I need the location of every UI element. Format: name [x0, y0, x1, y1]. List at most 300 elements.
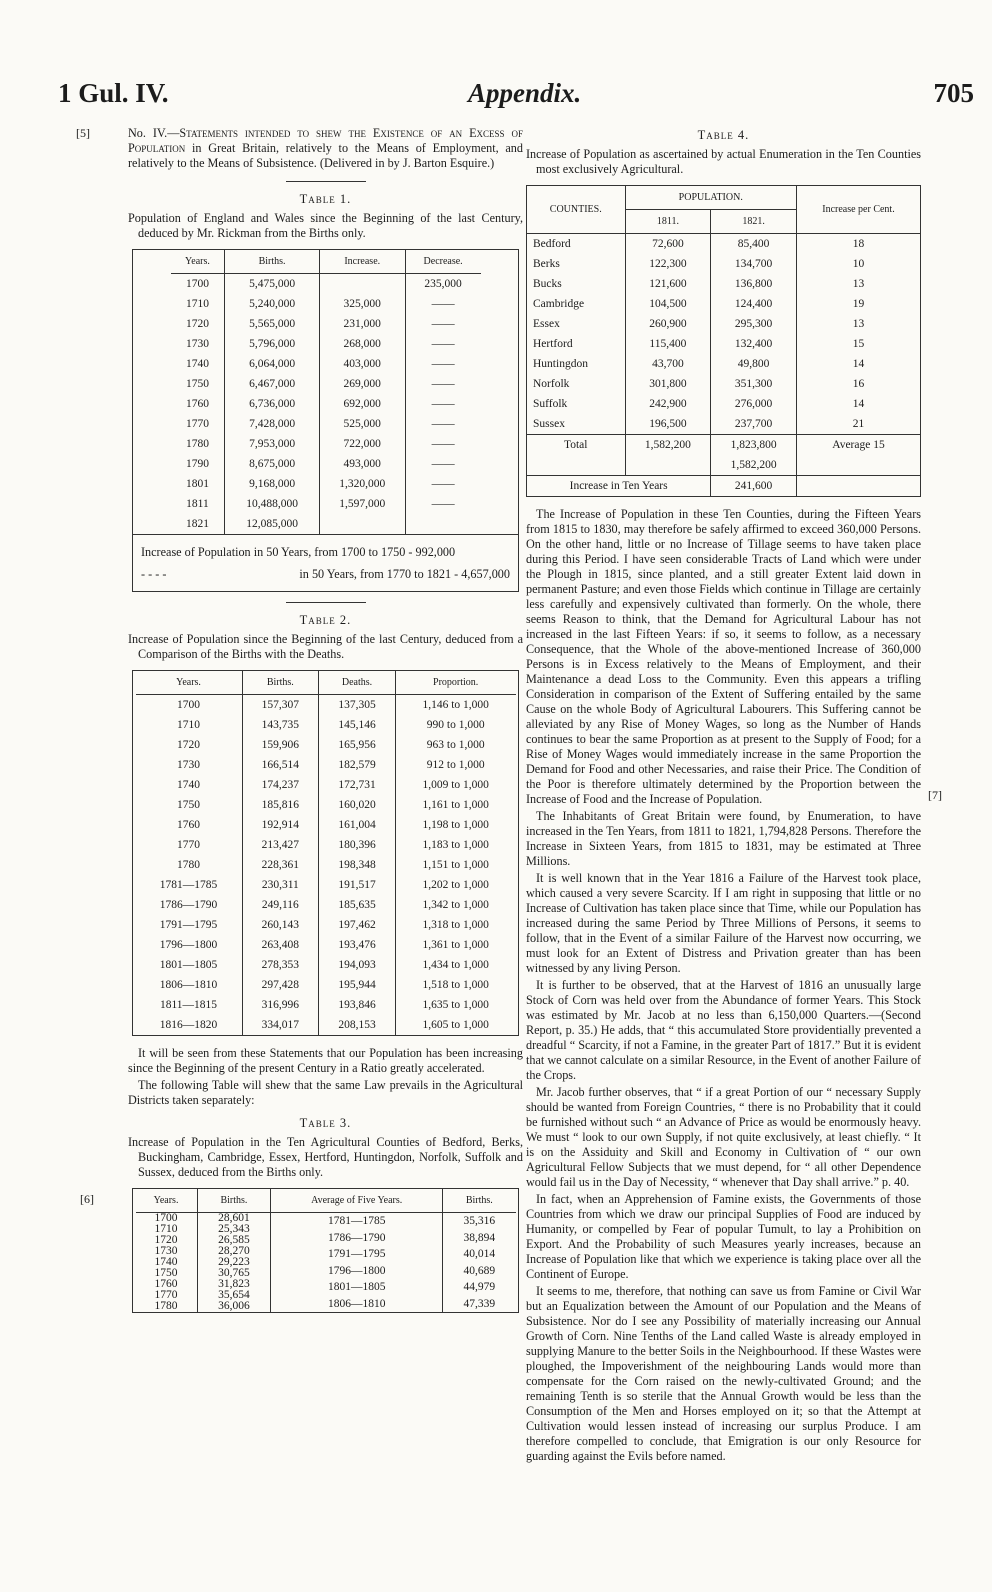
table1-increase: 268,000 [319, 334, 405, 354]
table2-deaths: 194,093 [319, 955, 396, 975]
table3-year: 1770 [154, 1289, 178, 1301]
table3-average-births: 38,894 [463, 1231, 496, 1244]
table1-header-births: Births. [225, 250, 319, 274]
table-row [171, 314, 481, 334]
body-paragraph: It seems to me, therefore, that nothing can save us from Famine or Civil War but an Equalization between the Amount of our Population and the Means of Subsistence. Nor do I see any Possibility of materially increasing our Annual Growth of Corn. Nine Tenths of the Land called Waste is already employed in supplying Manure to the better Soils in the Neighbourhood. If these Wastes were ploughed, the Impoverishment of the neighbouring Lands would more than compensate for the Corn raised on the newly-cultivated Ground; and the remaining Tenth is so sterile that the Annual Growth would be less than the Consumption of the Men and Horses employed on it; so that the Attempt at Cultivation would lessen instead of increasing our surplus Produce. I am therefore compelled to conclude, that Emigration is our only Resource for guarding against the Evils before named. [526, 1284, 921, 1463]
margin-note-6: [6] [80, 1192, 94, 1206]
table-row [136, 775, 516, 795]
table2-births: 213,427 [242, 835, 319, 855]
table1-births: 6,736,000 [225, 394, 319, 414]
table1-header-years: Years. [171, 250, 225, 274]
table3-average-period: 1806—1810 [327, 1297, 386, 1310]
table4-increase-percent: 13 [796, 314, 920, 334]
table4-pop-1821: 276,000 [711, 394, 797, 414]
table2-year: 1720 [177, 738, 200, 751]
right-body-text [526, 507, 921, 1464]
table3-header-births-avg: Births. [443, 1189, 516, 1213]
body-paragraph: It is further to be observed, that at the Harvest of 1816 an unusually large Stock of Corn was held over from the Abundance of former Years. This Stock was estimated by Mr. Jacob at no less than 6,150,000 Quarters.—(Second Report, p. 35.) He adds, that “ this accumulated Store providentially prevented a dreadful “ Scarcity, if not a Famine, in the greater Part of 1817.” But it is evident that we cannot calculate on a similar Resource, in the Event of another Failure of the Crops. [526, 978, 921, 1082]
table2-deaths: 137,305 [319, 695, 396, 716]
table-row [171, 394, 481, 414]
table3-average-births: 40,014 [463, 1248, 496, 1260]
table4-pop-1811: 260,900 [625, 314, 711, 334]
table4-pop-1821: 136,800 [711, 274, 797, 294]
table3-average-period: 1781—1785 [327, 1215, 386, 1227]
table2-deaths: 182,579 [319, 755, 396, 775]
table4-pop-1821: 237,700 [711, 414, 797, 435]
table3-year: 1780 [154, 1300, 178, 1312]
table4-header-1821: 1821. [711, 210, 797, 234]
table4-pop-1811: 242,900 [625, 394, 711, 414]
table1-year: 1730 [185, 337, 209, 350]
table2-deaths: 161,004 [319, 815, 396, 835]
table4-increase-percent: 19 [796, 294, 920, 314]
table1-year: 1770 [185, 417, 209, 430]
table2-proportion: 1,342 to 1,000 [395, 895, 515, 915]
table2-births: 157,307 [242, 695, 319, 716]
table2-title: Table 2. [299, 613, 352, 627]
table2-proportion: 1,183 to 1,000 [395, 835, 515, 855]
statement-intro [128, 126, 523, 171]
table2-deaths: 193,476 [319, 935, 396, 955]
table4-pop-1821: 351,300 [711, 374, 797, 394]
table4-caption: Increase of Population as ascertained by actual Enumeration in the Ten Counties most exclusively Agricultural. [526, 147, 921, 176]
divider [286, 602, 366, 603]
table3-births: 30,765 [218, 1267, 250, 1279]
table4-pop-1821: 295,300 [711, 314, 797, 334]
table2-births: 249,116 [242, 895, 319, 915]
table-row [171, 494, 481, 514]
paragraph-accelerated: It will be seen from these Statements that our Population has been increasing since the Beginning of the present Century in a Ratio greatly accelerated. [128, 1046, 523, 1075]
table2-year: 1796—1800 [159, 938, 218, 951]
table4-increase-percent: 16 [796, 374, 920, 394]
table2-deaths: 180,396 [319, 835, 396, 855]
table1-decrease: —— [405, 454, 480, 474]
table1-births: 7,953,000 [225, 434, 319, 454]
table4-total-1811: 1,582,200 [625, 435, 711, 456]
table4-total-1811-repeat: 1,582,200 [711, 455, 797, 476]
table2-births: 316,996 [242, 995, 319, 1015]
table2-deaths: 195,944 [319, 975, 396, 995]
table-row [171, 414, 481, 434]
table3-year: 1720 [154, 1234, 178, 1246]
statement-title: Statements intended to shew the Existence of an Excess of Population [128, 126, 523, 155]
table3-caption: Increase of Population in the Ten Agricultural Counties of Bedford, Berks, Buckingham, Cambridge, Essex, Hertford, Huntingdon, Norfolk, Suffolk and Sussex, deduced from the Births only. [128, 1135, 523, 1179]
table-row [171, 474, 481, 494]
table2-births: 334,017 [242, 1015, 319, 1035]
header-section-title: Appendix. [468, 78, 582, 108]
table4-increase-percent: 21 [796, 414, 920, 435]
table1-year: 1760 [185, 397, 209, 410]
table4-county: Berks [533, 258, 560, 270]
table1-births: 5,565,000 [225, 314, 319, 334]
table3-header-average: Average of Five Years. [271, 1189, 443, 1213]
table1-births: 6,064,000 [225, 354, 319, 374]
table3-average-period: 1791—1795 [327, 1248, 386, 1260]
table2-year: 1770 [177, 838, 200, 851]
statement-number: No. IV.— [128, 126, 180, 140]
table2-deaths: 198,348 [319, 855, 396, 875]
table1-year: 1700 [185, 277, 209, 290]
table1-decrease: 235,000 [405, 274, 480, 295]
table2-proportion: 1,009 to 1,000 [395, 775, 515, 795]
table4-increase-percent: 15 [796, 334, 920, 354]
table1-year: 1780 [185, 437, 209, 450]
table4-county: Bucks [533, 278, 562, 290]
table2-births: 159,906 [242, 735, 319, 755]
table2-deaths: 160,020 [319, 795, 396, 815]
table3-average-births-col [443, 1213, 516, 1313]
table2-year: 1740 [177, 778, 200, 791]
table-row [171, 514, 481, 534]
table1-decrease: —— [405, 294, 480, 314]
table2-proportion: 1,202 to 1,000 [395, 875, 515, 895]
table3-births: 25,343 [218, 1223, 250, 1235]
table-row [136, 695, 516, 716]
table4-pop-1811: 122,300 [625, 254, 711, 274]
table2-header-years: Years. [136, 671, 243, 695]
table1-year: 1750 [185, 377, 209, 390]
table1-births: 5,796,000 [225, 334, 319, 354]
table4-pop-1811: 301,800 [625, 374, 711, 394]
table1-footer [133, 534, 518, 591]
table1-decrease [405, 514, 480, 534]
table1-births: 5,475,000 [225, 274, 319, 295]
table3-births: 35,654 [218, 1289, 250, 1301]
table3-average-births: 35,316 [463, 1215, 496, 1227]
table4-pop-1811: 196,500 [625, 414, 711, 435]
table4-header-percent: Increase per Cent. [796, 186, 920, 234]
table2-proportion: 963 to 1,000 [395, 735, 515, 755]
table3 [132, 1188, 519, 1313]
table3-year: 1700 [154, 1212, 178, 1224]
table1-year: 1740 [185, 357, 209, 370]
table2-births: 263,408 [242, 935, 319, 955]
table2-births: 228,361 [242, 855, 319, 875]
table4-pop-1811: 43,700 [625, 354, 711, 374]
table4-county: Essex [533, 318, 560, 330]
left-column [128, 126, 523, 1313]
table1-decrease: —— [405, 314, 480, 334]
table2-proportion: 1,518 to 1,000 [395, 975, 515, 995]
table4-title: Table 4. [697, 128, 750, 142]
table4-increase-percent: 10 [796, 254, 920, 274]
table2-year: 1811—1815 [159, 998, 218, 1011]
table2-year: 1791—1795 [159, 918, 218, 931]
margin-note-7: [7] [928, 788, 942, 802]
table-row [171, 434, 481, 454]
table2-births: 185,816 [242, 795, 319, 815]
table-row [527, 254, 920, 274]
table3-average-period: 1786—1790 [327, 1231, 386, 1244]
page-number: 705 [933, 78, 974, 108]
right-column [526, 126, 921, 1466]
table1-births: 12,085,000 [225, 514, 319, 534]
table2-year: 1730 [177, 758, 200, 771]
table1-footer-line2: in 50 Years, from 1770 to 1821 - 4,657,000 [299, 566, 510, 581]
table3-average-period: 1801—1805 [327, 1281, 386, 1293]
table-row [171, 334, 481, 354]
table1-decrease: —— [405, 434, 480, 454]
table-row [527, 294, 920, 314]
table1-header-decrease: Decrease. [405, 250, 480, 274]
table2-caption: Increase of Population since the Beginning of the last Century, deduced from a Comparison of the Births with the Deaths. [128, 632, 523, 661]
table-row [171, 454, 481, 474]
table2-year: 1786—1790 [159, 898, 218, 911]
table-row [171, 294, 481, 314]
table-row [136, 935, 516, 955]
table3-average-births: 44,979 [463, 1281, 496, 1293]
table-row [171, 274, 481, 295]
table4-county: Huntingdon [533, 358, 588, 370]
table3-average-births: 40,689 [463, 1264, 496, 1277]
table3-title: Table 3. [299, 1116, 352, 1130]
table2-deaths: 185,635 [319, 895, 396, 915]
table1-births: 10,488,000 [225, 494, 319, 514]
table4-county: Suffolk [533, 398, 568, 410]
table1-increase: 493,000 [319, 454, 405, 474]
table4-county: Norfolk [533, 378, 570, 390]
table2-proportion: 912 to 1,000 [395, 755, 515, 775]
table3-years-col [136, 1213, 198, 1313]
table1-increase: 722,000 [319, 434, 405, 454]
table1-caption: Population of England and Wales since the Beginning of the last Century, deduced by Mr. Rickman from the Births only. [128, 211, 523, 240]
table3-header-births: Births. [197, 1189, 271, 1213]
table1-year: 1821 [185, 517, 209, 530]
table2-births: 260,143 [242, 915, 319, 935]
table3-births: 28,270 [218, 1245, 250, 1257]
paragraph-agricultural: The following Table will shew that the same Law prevails in the Agricultural Districts taken separately: [128, 1078, 523, 1107]
table-row [171, 374, 481, 394]
table2-proportion: 1,161 to 1,000 [395, 795, 515, 815]
table-row [136, 875, 516, 895]
table2-deaths: 172,731 [319, 775, 396, 795]
table4-pop-1821: 124,400 [711, 294, 797, 314]
margin-note-5: [5] [76, 126, 90, 140]
table1-decrease: —— [405, 394, 480, 414]
table4-county: Cambridge [533, 298, 585, 310]
divider [286, 181, 366, 182]
table-row [136, 715, 516, 735]
table-row [136, 755, 516, 775]
table-row [136, 815, 516, 835]
table4-pop-1811: 72,600 [625, 234, 711, 255]
table2-births: 297,428 [242, 975, 319, 995]
table1-increase: 325,000 [319, 294, 405, 314]
table1-increase: 231,000 [319, 314, 405, 334]
table-row [136, 975, 516, 995]
table3-year: 1760 [154, 1278, 178, 1290]
table2-deaths: 165,956 [319, 735, 396, 755]
table2-proportion: 1,605 to 1,000 [395, 1015, 515, 1035]
table-row [527, 274, 920, 294]
table2-year: 1781—1785 [159, 878, 218, 891]
table1-births: 8,675,000 [225, 454, 319, 474]
table3-average-births: 47,339 [463, 1297, 496, 1310]
table1-increase [319, 514, 405, 534]
table-row [527, 354, 920, 374]
table2-year: 1750 [177, 798, 200, 811]
table-row [136, 915, 516, 935]
table1-increase: 269,000 [319, 374, 405, 394]
table2-header-deaths: Deaths. [319, 671, 396, 695]
table4-average: Average 15 [796, 435, 920, 456]
table4-total-label: Total [564, 438, 588, 451]
table2-births: 166,514 [242, 755, 319, 775]
table1-increase: 1,320,000 [319, 474, 405, 494]
table2-proportion: 1,146 to 1,000 [395, 695, 515, 716]
table1-year: 1710 [185, 297, 209, 310]
table1-increase: 525,000 [319, 414, 405, 434]
table1-births: 7,428,000 [225, 414, 319, 434]
table4-increase-percent: 18 [796, 234, 920, 255]
table2-deaths: 145,146 [319, 715, 396, 735]
table4-increase-percent: 13 [796, 274, 920, 294]
table3-average-period-col [271, 1213, 443, 1313]
table3-births: 26,585 [218, 1234, 250, 1246]
table-row [136, 995, 516, 1015]
table-row [136, 855, 516, 875]
table2-year: 1760 [177, 818, 200, 831]
table4-pop-1811: 104,500 [625, 294, 711, 314]
table2-year: 1700 [177, 698, 200, 711]
table-row [527, 314, 920, 334]
table2-year: 1816—1820 [159, 1018, 218, 1031]
table-row [136, 835, 516, 855]
table1-footer-line1: Increase of Population in 50 Years, from 1700 to 1750 - 992,000 [141, 544, 456, 559]
table3-year: 1740 [154, 1256, 178, 1268]
table3-births: 29,223 [218, 1256, 250, 1268]
table4-increase-percent: 14 [796, 394, 920, 414]
table2-births: 174,237 [242, 775, 319, 795]
table4-pop-1811: 121,600 [625, 274, 711, 294]
body-paragraph: Mr. Jacob further observes, that “ if a great Portion of our “ necessary Supply should be wanted from Foreign Countries, “ there is no Probability that it could be furnished without such “ an Advance of Price as would be enormously heavy. We must “ look to our own Supply, if not quite exclusively, at least chiefly. “ It is on the Assiduity and Skill and Economy in Cultivation of “ our own Agricultural Fellow Subjects that we must depend, for “ all other Dependence would fail us in the Day of Necessity, “ whenever that Day shall arrive.” p. 40. [526, 1085, 921, 1189]
table2-header-proportion: Proportion. [395, 671, 515, 695]
table1-decrease: —— [405, 334, 480, 354]
table1-births: 5,240,000 [225, 294, 319, 314]
table1-footer-dashes: - - - - [141, 566, 167, 581]
table2-proportion: 1,361 to 1,000 [395, 935, 515, 955]
table1-year: 1790 [185, 457, 209, 470]
table2-births: 192,914 [242, 815, 319, 835]
table1-year: 1801 [185, 477, 209, 490]
table-row [136, 735, 516, 755]
table4-county: Bedford [533, 238, 571, 250]
table3-header-years: Years. [136, 1189, 198, 1213]
table1-year: 1720 [185, 317, 209, 330]
table3-births-col [197, 1213, 271, 1313]
table1-increase: 1,597,000 [319, 494, 405, 514]
table2-deaths: 193,846 [319, 995, 396, 1015]
table1-decrease: —— [405, 414, 480, 434]
table1-births: 6,467,000 [225, 374, 319, 394]
table-row [527, 374, 920, 394]
table2-births: 278,353 [242, 955, 319, 975]
statement-subtitle: in Great Britain, relatively to the Means of Employment, and relatively to the Means of Subsistence. (Delivered in by J. Barton Esquire.) [128, 141, 523, 170]
table4-pop-1821: 85,400 [711, 234, 797, 255]
table3-births: 31,823 [218, 1278, 250, 1290]
table-row [527, 394, 920, 414]
table4-header-population: POPULATION. [625, 186, 796, 210]
table4 [526, 185, 921, 497]
table1-title: Table 1. [299, 192, 352, 206]
table4-pop-1821: 134,700 [711, 254, 797, 274]
table3-year: 1750 [154, 1267, 178, 1279]
table1-header-increase: Increase. [319, 250, 405, 274]
table1-births: 9,168,000 [225, 474, 319, 494]
table3-births: 28,601 [218, 1212, 250, 1224]
table2-header-births: Births. [242, 671, 319, 695]
table3-births: 36,006 [218, 1300, 250, 1312]
table2-proportion: 1,635 to 1,000 [395, 995, 515, 1015]
table4-total-1821: 1,823,800 [711, 435, 797, 456]
table1-increase: 692,000 [319, 394, 405, 414]
table4-pop-1821: 132,400 [711, 334, 797, 354]
body-paragraph: It is well known that in the Year 1816 a Failure of the Harvest took place, which caused a very severe Scarcity. If I am right in supposing that little or no Increase of Cultivation has taken place since that Time, while our Population has increased during the same Period by Three Millions of Persons, it seems to follow, that in the Event of a similar Failure of the Harvest now occurring, we must look for an Extent of Distress and Privation greater than has been witnessed by any living Person. [526, 871, 921, 975]
table-row [527, 334, 920, 354]
table2-births: 230,311 [242, 875, 319, 895]
table-row [527, 414, 920, 435]
table2-deaths: 208,153 [319, 1015, 396, 1035]
table-row [171, 354, 481, 374]
table3-year: 1730 [154, 1245, 178, 1257]
table1-decrease: —— [405, 374, 480, 394]
table2-proportion: 1,318 to 1,000 [395, 915, 515, 935]
table-row [136, 1213, 516, 1313]
table1-increase: 403,000 [319, 354, 405, 374]
table1-increase [319, 274, 405, 295]
table2 [132, 670, 519, 1036]
table3-average-period: 1796—1800 [327, 1264, 386, 1277]
table4-increase-label: Increase in Ten Years [569, 479, 668, 492]
table1-decrease: —— [405, 354, 480, 374]
body-paragraph: The Increase of Population in these Ten Counties, during the Fifteen Years from 1815 to 1830, may therefore be safely affirmed to exceed 360,000 Persons. On the other hand, little or no Increase of Tillage seems to have taken place during this Period. I have seen considerable Tracts of Land which were under the Plough in 1815, since planted, and a still greater Extent laid down in permanent Pasture; and even those Fields which continue in Tillage are certainly less carefully and expensively cultivated than formerly. On the whole, there seems Reason to think, that the Demand for Agricultural Labour has not increased in the last Fifteen Years: if so, it seems to follow, as a necessary Consequence, that the Whole of the above-mentioned Increase of 360,000 Persons is in Excess relatively to the Means of Employment, and their Maintenance a dead Loss to the Community. Even this appears a trifling Consideration in comparison of the Extent of Suffering entailed by the same Cause on the whole Body of Agricultural Labourers. This Suffering cannot be alleviated by any Rise of Money Wages, so long as the Number of Hands continues to bear the same Proportion as at present to the Supply of Food; for a Rise of Money Wages would immediately increase in the same Proportion the Demand for Food and other Necessaries, and raise their Price. The Condition of the Poor is therefore ultimately determined by the Proportion between the Increase of Food and the Increase of Population. [526, 507, 921, 806]
table4-increase-percent: 14 [796, 354, 920, 374]
table4-header-counties: COUNTIES. [527, 186, 625, 234]
table4-pop-1811: 115,400 [625, 334, 711, 354]
table4-county: Hertford [533, 338, 573, 350]
table1-year: 1811 [186, 497, 209, 510]
table-row [136, 895, 516, 915]
table4-county: Sussex [533, 418, 565, 430]
table2-year: 1710 [177, 718, 200, 731]
table1-decrease: —— [405, 494, 480, 514]
running-header [58, 78, 974, 122]
table4-increase-value: 241,600 [711, 476, 797, 497]
header-regnal-year: 1 Gul. IV. [58, 78, 169, 108]
table2-proportion: 1,198 to 1,000 [395, 815, 515, 835]
table2-proportion: 1,434 to 1,000 [395, 955, 515, 975]
table4-pop-1821: 49,800 [711, 354, 797, 374]
table1 [132, 249, 519, 592]
body-paragraph: In fact, when an Apprehension of Famine exists, the Governments of those Countries from which we draw our principal Supplies of Food are induced by Humanity, or compelled by Fear of popular Tumult, to lay a Prohibition on Export. And the Probability of such Measures yearly increases, because an Increase of Population like that which we experience is taking place over all the Continent of Europe. [526, 1192, 921, 1281]
table2-deaths: 197,462 [319, 915, 396, 935]
table1-decrease: —— [405, 474, 480, 494]
table-row [136, 1015, 516, 1035]
table-row [527, 234, 920, 255]
table2-proportion: 990 to 1,000 [395, 715, 515, 735]
table2-year: 1780 [177, 858, 200, 871]
table-row [136, 955, 516, 975]
table4-header-1811: 1811. [625, 210, 711, 234]
table2-deaths: 191,517 [319, 875, 396, 895]
table2-proportion: 1,151 to 1,000 [395, 855, 515, 875]
table2-year: 1806—1810 [159, 978, 218, 991]
table2-year: 1801—1805 [159, 958, 218, 971]
table3-year: 1710 [154, 1223, 178, 1235]
body-paragraph: The Inhabitants of Great Britain were found, by Enumeration, to have increased in the Ten Years, from 1811 to 1821, 1,794,828 Persons. Therefore the Increase in Sixteen Years, from 1815 to 1831, may be estimated at Three Millions. [526, 809, 921, 868]
table-row [136, 795, 516, 815]
table2-births: 143,735 [242, 715, 319, 735]
